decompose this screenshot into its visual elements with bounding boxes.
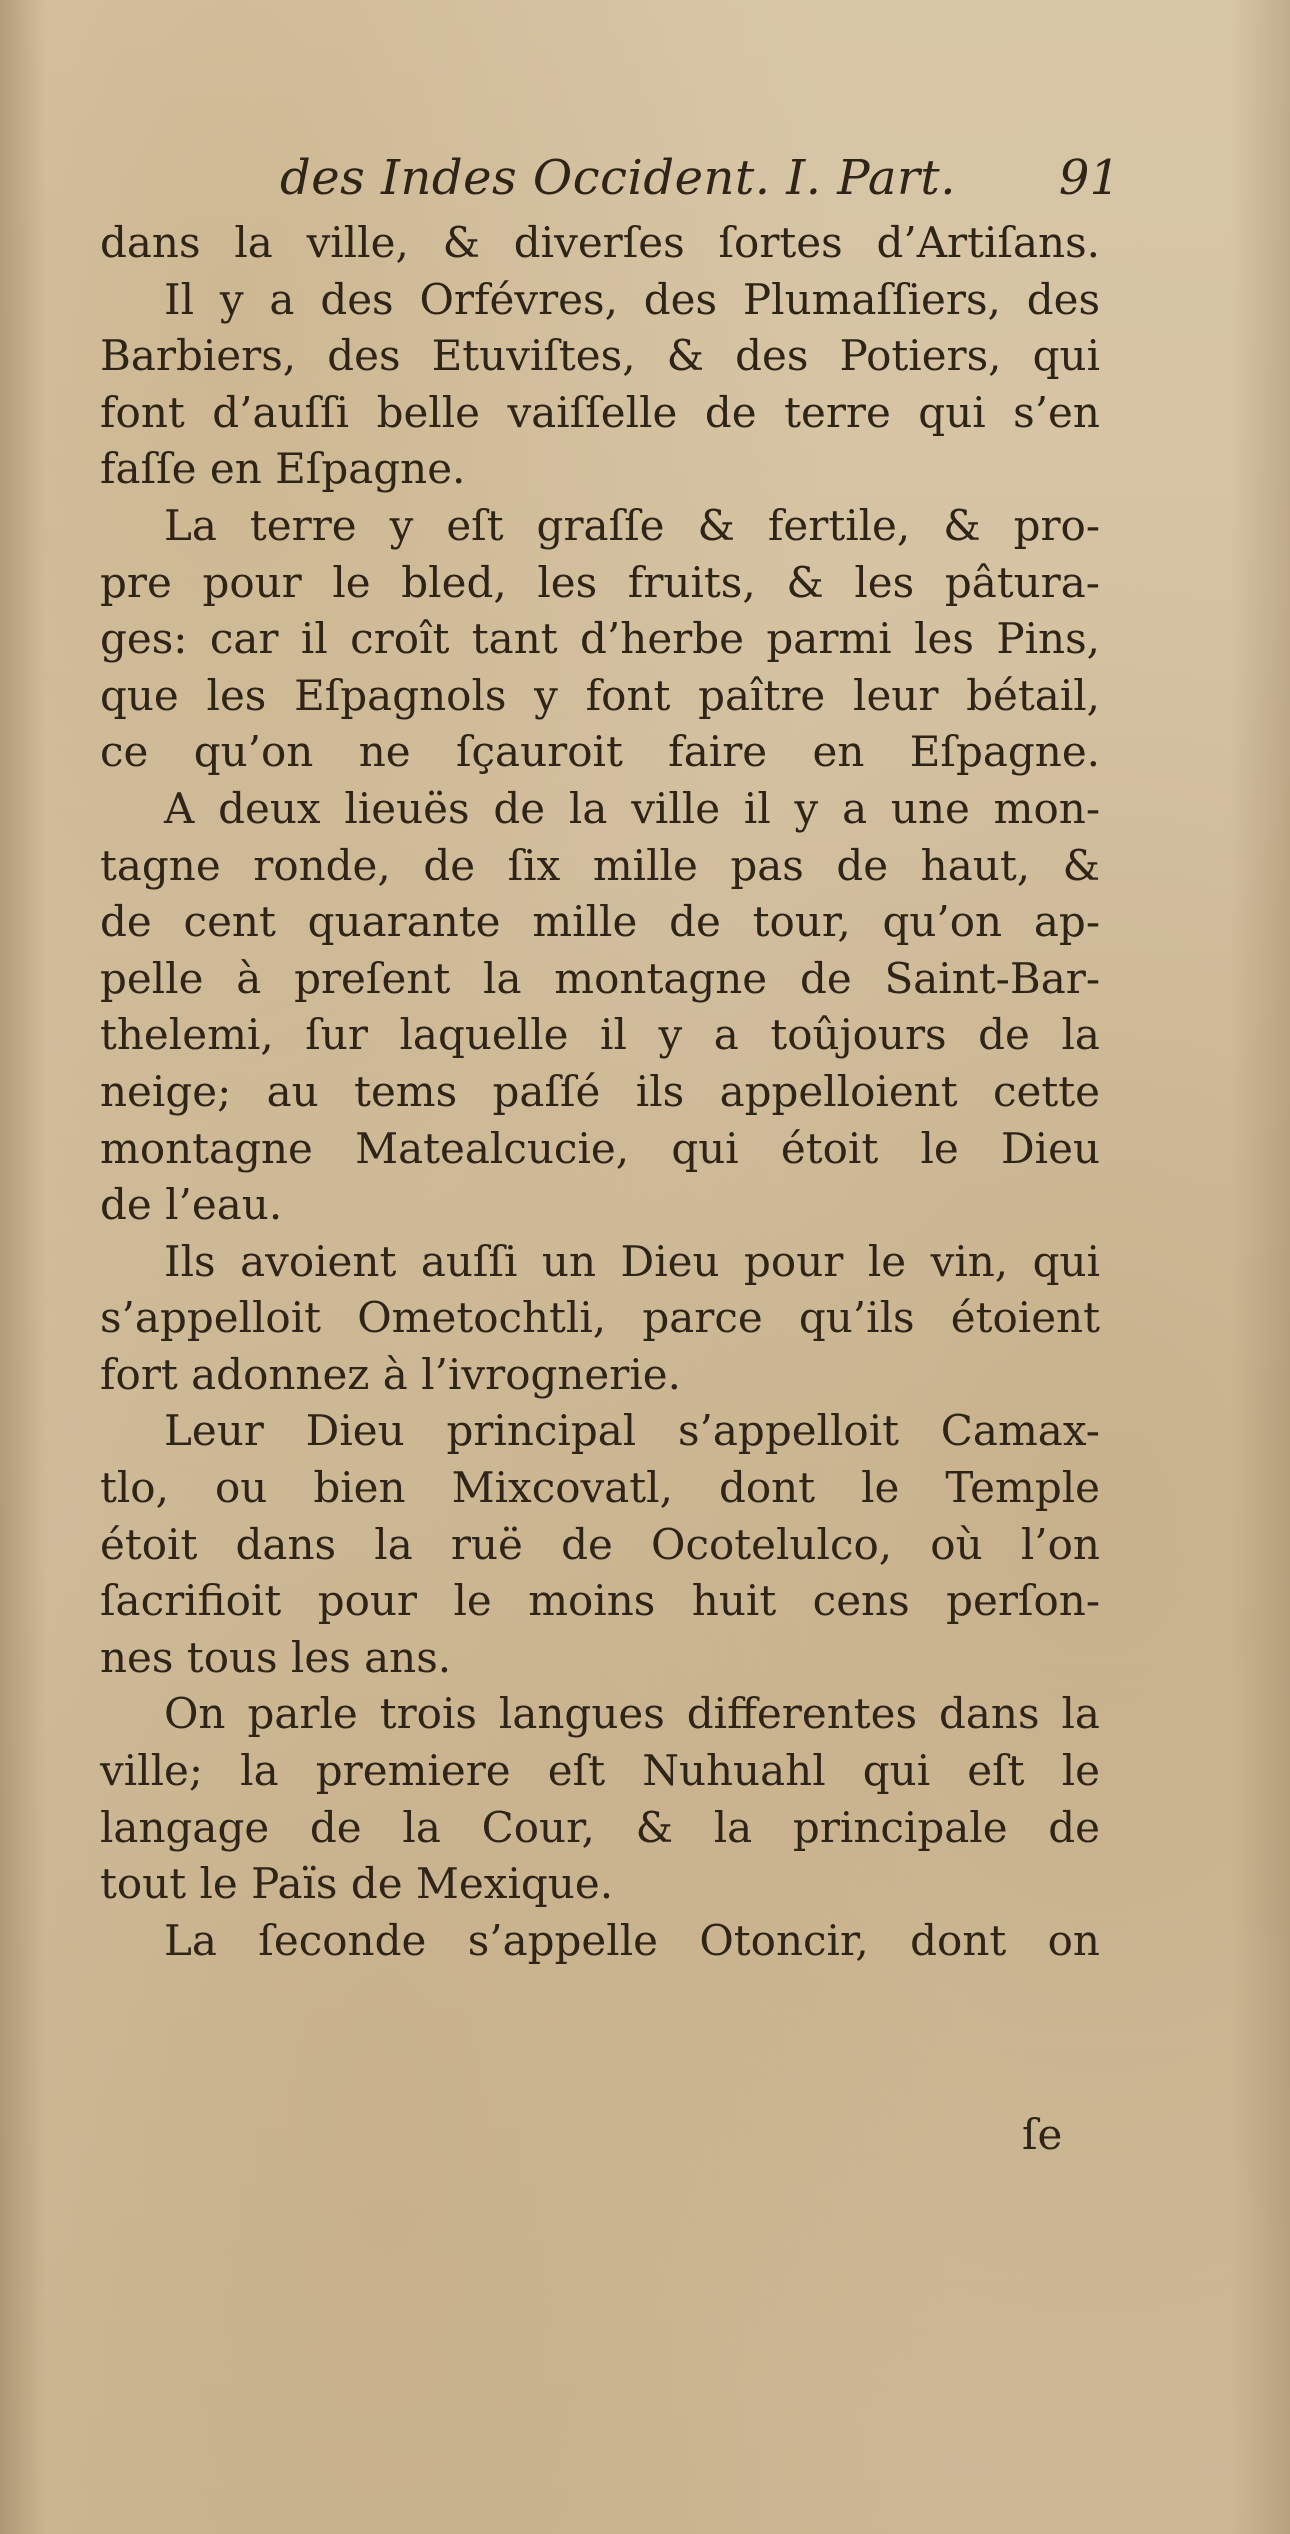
text-line: s’appelloit Ometochtli, parce qu’ils étoient <box>100 1293 1100 1343</box>
page-header <box>280 150 1120 220</box>
text-line: dans la ville, & diverſes ſortes d’Artiſans. <box>100 218 1100 267</box>
catchword: ſe <box>1022 2110 1063 2159</box>
text-line: tagne ronde, de ſix mille pas de haut, & <box>100 840 1100 890</box>
text-line: pelle à preſent la montagne de Saint-Bar- <box>100 953 1101 1003</box>
running-head: des Indes Occident. I. Part. <box>280 150 956 206</box>
text-line: ce qu’on ne ſçauroit faire en Eſpagne. <box>100 727 1101 777</box>
text-line: Leur Dieu principal s’appelloit Camax- <box>164 1406 1100 1456</box>
text-line: langage de la Cour, & la principale de <box>100 1802 1101 1852</box>
text-line: ville; la premiere eſt Nuhuahl qui eſt le <box>100 1746 1100 1796</box>
text-line: faſſe en Eſpagne. <box>100 444 466 494</box>
text-line: ſacrifioit pour le moins huit cens perſon- <box>100 1576 1101 1626</box>
text-line: tlo, ou bien Mixcovatl, dont le Temple <box>100 1463 1100 1513</box>
page-number: 91 <box>1058 150 1120 206</box>
text-line: neige; au tems paſſé ils appelloient cette <box>100 1066 1100 1116</box>
text-line: Ils avoient auſſi un Dieu pour le vin, qui <box>164 1236 1101 1286</box>
text-line: On parle trois langues differentes dans la <box>164 1689 1100 1739</box>
text-line: que les Eſpagnols y font paître leur bétail, <box>100 670 1101 720</box>
text-line: tout le Païs de Mexique. <box>100 1859 614 1909</box>
text-line: étoit dans la ruë de Ocotelulco, où l’on <box>100 1519 1100 1569</box>
text-line: pre pour le bled, les fruits, & les pâtura- <box>100 557 1100 607</box>
text-line: font d’auſſi belle vaiſſelle de terre qui s’en <box>100 387 1100 437</box>
text-line: ges: car il croît tant d’herbe parmi les Pins, <box>100 614 1100 664</box>
text-line: thelemi, ſur laquelle il y a toûjours de la <box>100 1010 1100 1060</box>
text-line: fort adonnez à l’ivrognerie. <box>100 1349 681 1399</box>
text-line: La terre y eſt graſſe & fertile, & pro- <box>164 500 1101 550</box>
text-line: de l’eau. <box>100 1180 283 1230</box>
body-text <box>100 215 1100 1969</box>
text-line: Il y a des Orfévres, des Plumaſſiers, des <box>164 274 1101 324</box>
text-line: nes tous les ans. <box>100 1632 452 1682</box>
text-line: La ſeconde s’appelle Otoncir, dont on <box>164 1915 1100 1965</box>
text-line: A deux lieuës de la ville il y a une mon- <box>164 783 1101 833</box>
text-line: de cent quarante mille de tour, qu’on ap- <box>100 897 1101 947</box>
text-line: Barbiers, des Etuviſtes, & des Potiers, qui <box>100 331 1101 381</box>
text-line: montagne Matealcucie, qui étoit le Dieu <box>100 1123 1101 1173</box>
